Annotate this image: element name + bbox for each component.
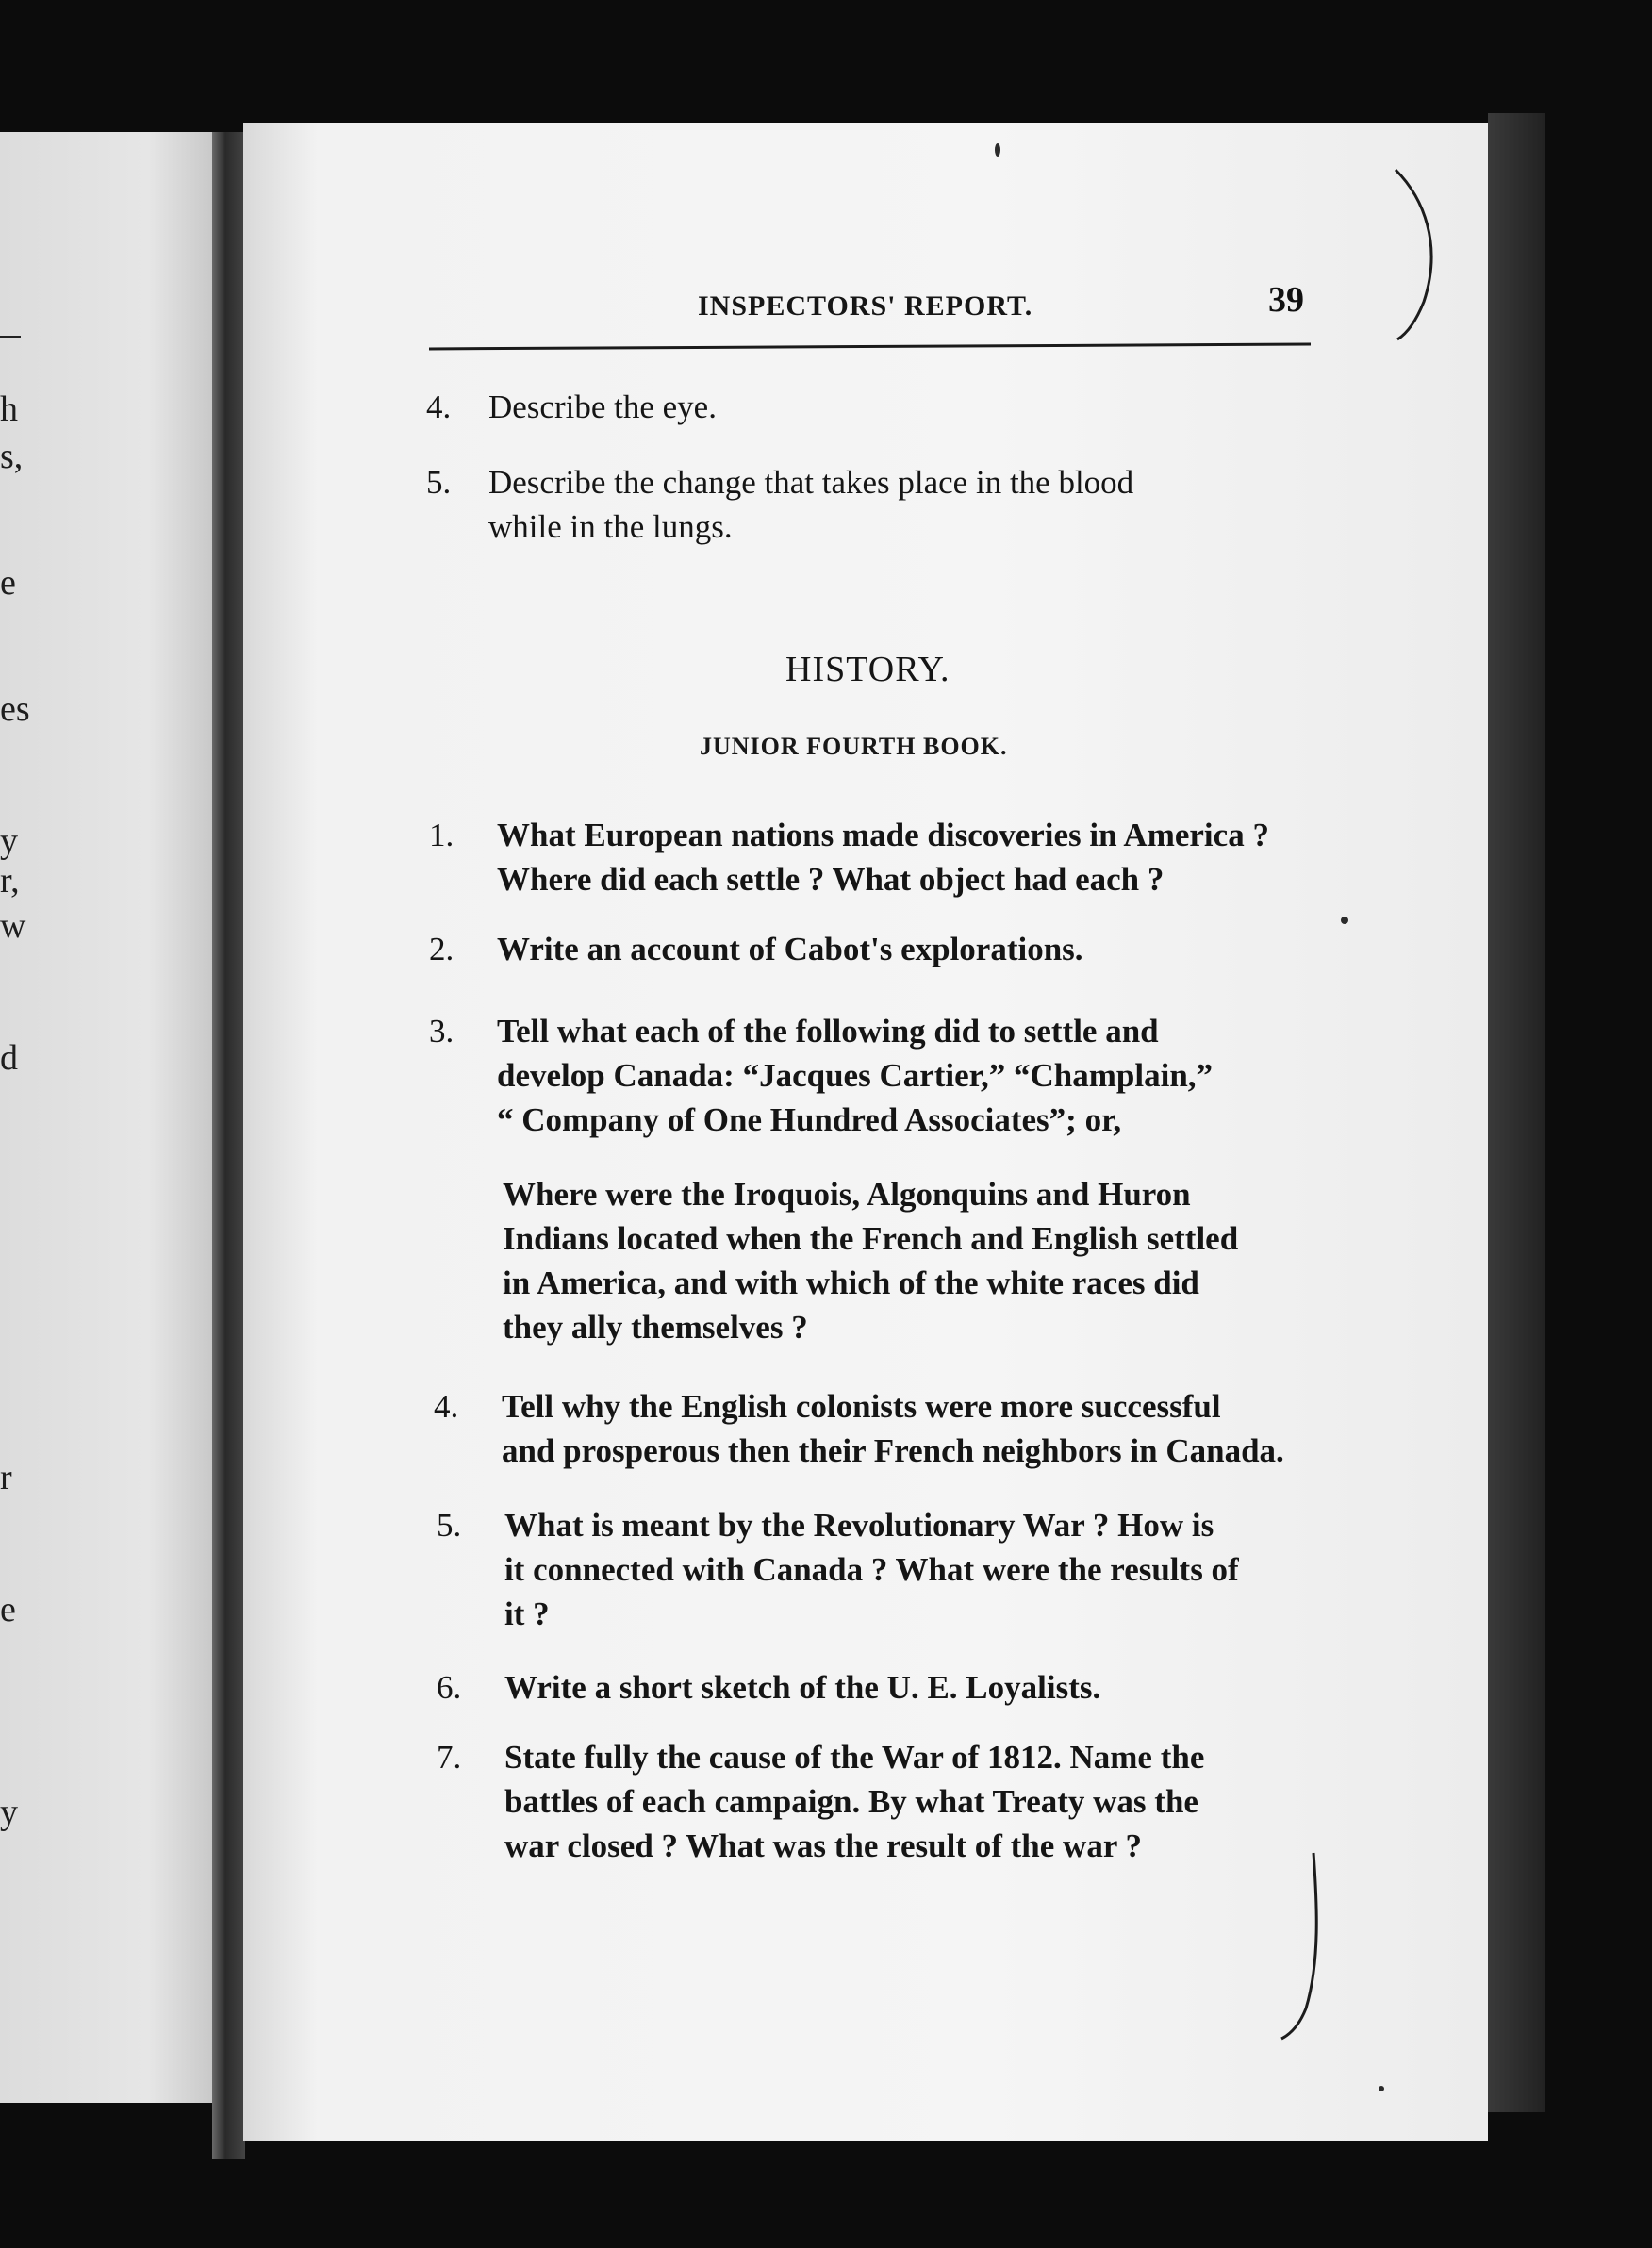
question-line: What is meant by the Revolutionary War ? How is [504, 1507, 1214, 1544]
question-line: develop Canada: “Jacques Cartier,” “Champlain,” [497, 1057, 1214, 1094]
question-line: Write a short sketch of the U. E. Loyalists. [504, 1669, 1101, 1706]
left-page-fragment: y [0, 1793, 18, 1832]
left-page-fragment: y [0, 821, 18, 861]
question-number: 4. [426, 388, 452, 425]
question-line: Describe the change that takes place in the blood [488, 464, 1134, 501]
margin-bracket-bottom [1278, 1848, 1334, 2046]
left-page-fragment: r, [0, 861, 20, 901]
question-number: 1. [429, 817, 454, 853]
question-line: war closed ? What was the result of the war ? [504, 1827, 1142, 1864]
question-line: Where did each settle ? What object had each ? [497, 861, 1165, 898]
ink-speck [995, 143, 1000, 157]
left-page-fragment: e [0, 1590, 16, 1629]
question-line: they ally themselves ? [503, 1309, 808, 1346]
question-number: 5. [437, 1507, 462, 1544]
left-page-fragment: h [0, 389, 18, 429]
question-line: State fully the cause of the War of 1812. Name the [504, 1739, 1205, 1776]
question-line: Write an account of Cabot's explorations. [497, 931, 1083, 967]
left-page-fragment: s, [0, 437, 24, 476]
ink-speck [1341, 917, 1348, 924]
question-line: Describe the eye. [488, 388, 717, 425]
left-page-fragment: e [0, 563, 16, 603]
ink-speck [1379, 2086, 1384, 2091]
page-edge [1488, 113, 1545, 2112]
question-line: Tell why the English colonists were more successful [502, 1388, 1221, 1425]
page-number: 39 [1268, 280, 1304, 320]
question-line: Where were the Iroquois, Algonquins and Huron [503, 1176, 1191, 1213]
question-line: battles of each campaign. By what Treaty was the [504, 1783, 1198, 1820]
margin-bracket-top [1386, 160, 1452, 349]
question-number: 2. [429, 931, 454, 967]
question-line: and prosperous then their French neighbors in Canada. [502, 1432, 1284, 1469]
question-number: 5. [426, 464, 452, 501]
left-page-fragment: d [0, 1038, 18, 1078]
left-page-rule [0, 336, 21, 338]
left-page-fragment: w [0, 906, 26, 946]
question-number: 6. [437, 1669, 462, 1706]
question-number: 7. [437, 1739, 462, 1776]
left-page-fragment: r [0, 1458, 12, 1497]
running-head: INSPECTORS' REPORT. [698, 290, 1033, 322]
question-number: 3. [429, 1013, 454, 1050]
question-line: while in the lungs. [488, 508, 733, 545]
question-line: What European nations made discoveries in America ? [497, 817, 1269, 853]
question-line: Indians located when the French and English settled [503, 1220, 1239, 1257]
question-line: Tell what each of the following did to settle and [497, 1013, 1159, 1050]
question-line: “ Company of One Hundred Associates”; or, [497, 1101, 1122, 1138]
section-title: HISTORY. [785, 650, 950, 689]
question-line: it ? [504, 1595, 550, 1632]
book-binding [212, 132, 245, 2159]
left-page-fragment: es [0, 689, 30, 729]
question-number: 4. [434, 1388, 459, 1425]
question-line: it connected with Canada ? What were the results of [504, 1551, 1239, 1588]
question-line: in America, and with which of the white races did [503, 1264, 1199, 1301]
left-page [0, 132, 212, 2103]
subsection-title: JUNIOR FOURTH BOOK. [700, 733, 1008, 760]
